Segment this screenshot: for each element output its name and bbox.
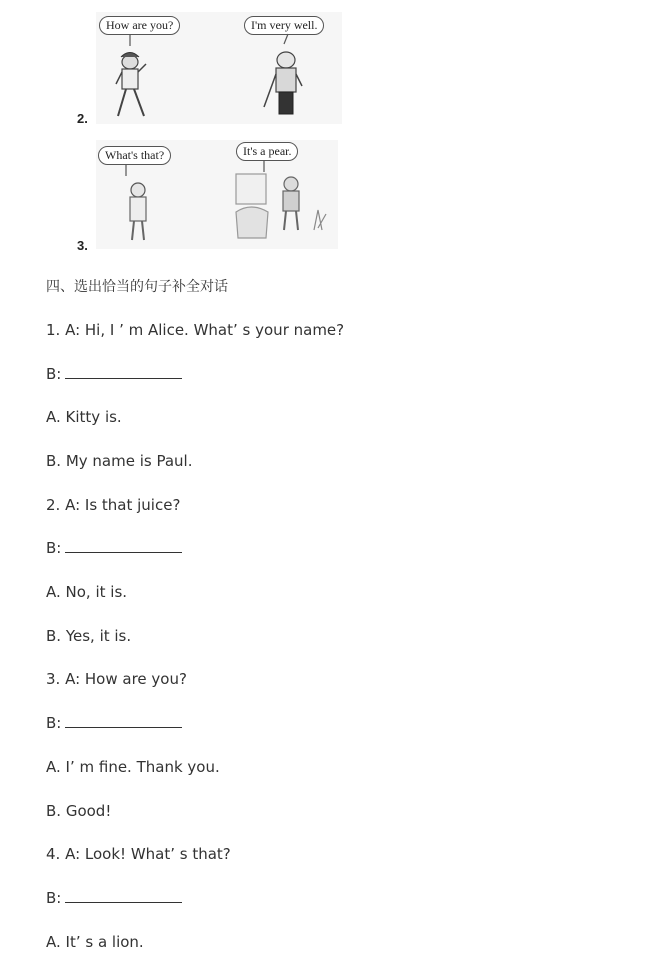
answer-blank [65,364,182,379]
question-4-answer-line [46,888,182,908]
answer-label: B: [46,889,62,907]
section-title: 四、选出恰当的句子补全对话 [46,279,228,295]
speech-bubble-right: I'm very well. [244,16,324,35]
question-2-answer-line [46,538,182,558]
question-4-prompt: 4. A: Look! What’ s that? [46,845,231,863]
answer-label: B: [46,365,62,383]
question-2-prompt: 2. A: Is that juice? [46,496,181,514]
picture-number: 3. [77,238,88,253]
question-2-option-a: A. No, it is. [46,583,128,601]
question-1-answer-line [46,364,182,384]
answer-blank [65,888,182,903]
question-2-option-b: B. Yes, it is. [46,627,132,645]
picture-3 [96,140,338,249]
question-1-option-b: B. My name is Paul. [46,452,193,470]
question-1-option-a: A. Kitty is. [46,408,122,426]
question-3-option-b: B. Good! [46,802,112,820]
answer-blank [65,538,182,553]
question-3-option-a: A. I’ m fine. Thank you. [46,758,220,776]
question-1-prompt: 1. A: Hi, I ’ m Alice. What’ s your name? [46,321,345,339]
cartoon-illustration [96,12,342,124]
question-3-answer-line [46,713,182,733]
cartoon-illustration [96,140,338,249]
speech-bubble-left: How are you? [99,16,180,35]
picture-number: 2. [77,111,88,126]
answer-blank [65,713,182,728]
question-3-prompt: 3. A: How are you? [46,670,187,688]
question-4-option-a: A. It’ s a lion. [46,933,144,951]
picture-2 [96,12,342,124]
answer-label: B: [46,539,62,557]
speech-bubble-left: What's that? [98,146,171,165]
speech-bubble-right: It's a pear. [236,142,298,161]
answer-label: B: [46,714,62,732]
